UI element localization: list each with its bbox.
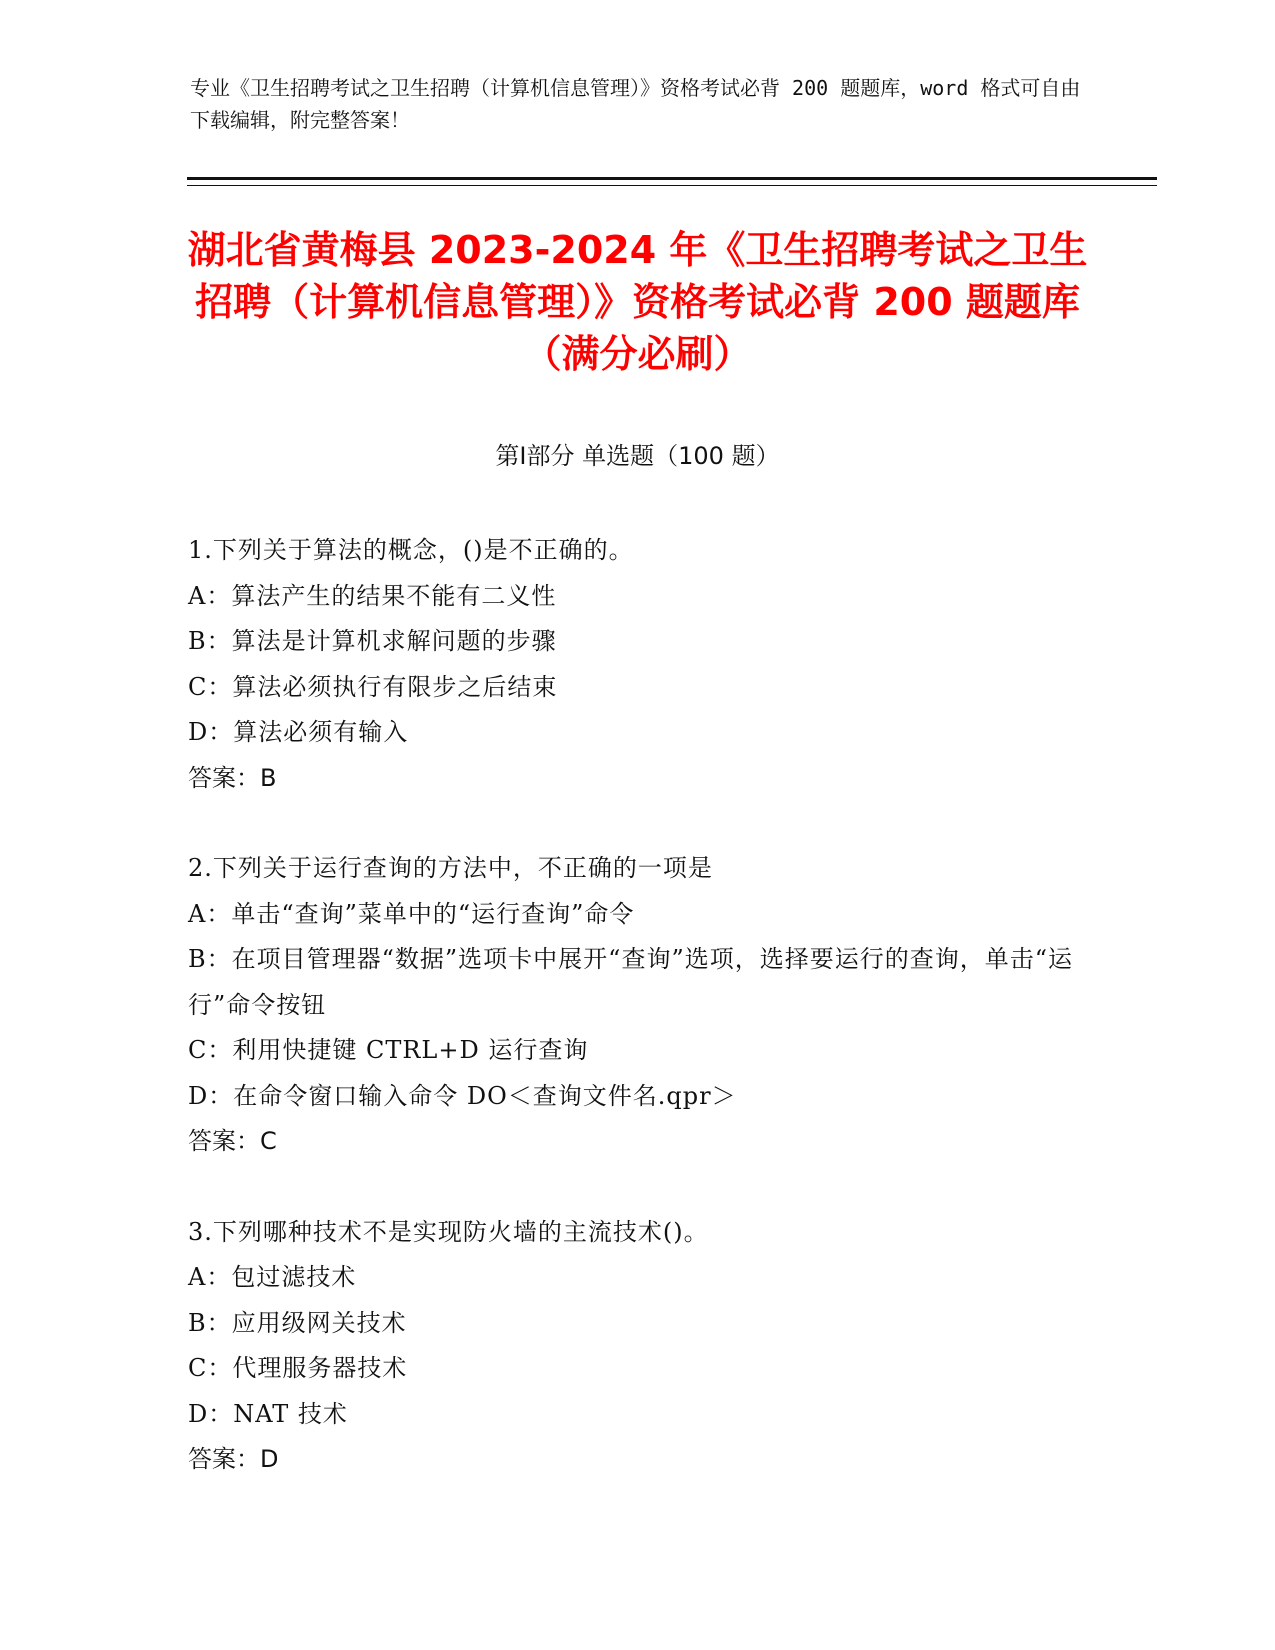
section-heading: 第Ⅰ部分 单选题（100 题） [495, 442, 780, 470]
answer-key: 答案：D [188, 1445, 279, 1473]
option-d: D：在命令窗口输入命令 DO＜查询文件名.qpr＞ [188, 1081, 737, 1110]
option-d: D：NAT 技术 [188, 1399, 348, 1428]
option-c: C：代理服务器技术 [188, 1354, 408, 1382]
header-note: 专业《卫生招聘考试之卫生招聘（计算机信息管理）》资格考试必背 200 题题库，word 格式可自由下载编辑，附完整答案！ [190, 76, 1081, 132]
option-b: B：算法是计算机求解问题的步骤 [188, 627, 557, 655]
header-divider-thin [187, 185, 1157, 186]
question-stem: 2.下列关于运行查询的方法中，不正确的一项是 [188, 854, 713, 882]
option-b: B：在项目管理器“数据”选项卡中展开“查询”选项，选择要运行的查询，单击“运行”命令按钮 [188, 945, 1073, 1019]
question-item [188, 528, 1088, 801]
answer-key: 答案：B [188, 763, 277, 792]
header-divider-thick [187, 177, 1157, 180]
option-c: C：利用快捷键 CTRL+D 运行查询 [188, 1036, 589, 1064]
question-stem: 3.下列哪种技术不是实现防火墙的主流技术()。 [188, 1217, 709, 1246]
option-a: A：算法产生的结果不能有二义性 [188, 581, 557, 610]
option-a: A：包过滤技术 [188, 1263, 357, 1291]
option-d: D：算法必须有输入 [188, 718, 409, 746]
question-stem: 1.下列关于算法的概念，()是不正确的。 [188, 536, 634, 564]
option-b: B：应用级网关技术 [188, 1308, 407, 1337]
question-item [188, 1210, 1088, 1483]
option-c: C：算法必须执行有限步之后结束 [188, 672, 558, 701]
question-list [188, 528, 1088, 1528]
document-title: 湖北省黄梅县 2023-2024 年《卫生招聘考试之卫生招聘（计算机信息管理）》资格考试必背 200 题题库（满分必刷） [187, 228, 1088, 376]
option-a: A：单击“查询”菜单中的“运行查询”命令 [188, 899, 635, 928]
question-item [188, 846, 1088, 1165]
answer-key: 答案：C [188, 1127, 277, 1155]
